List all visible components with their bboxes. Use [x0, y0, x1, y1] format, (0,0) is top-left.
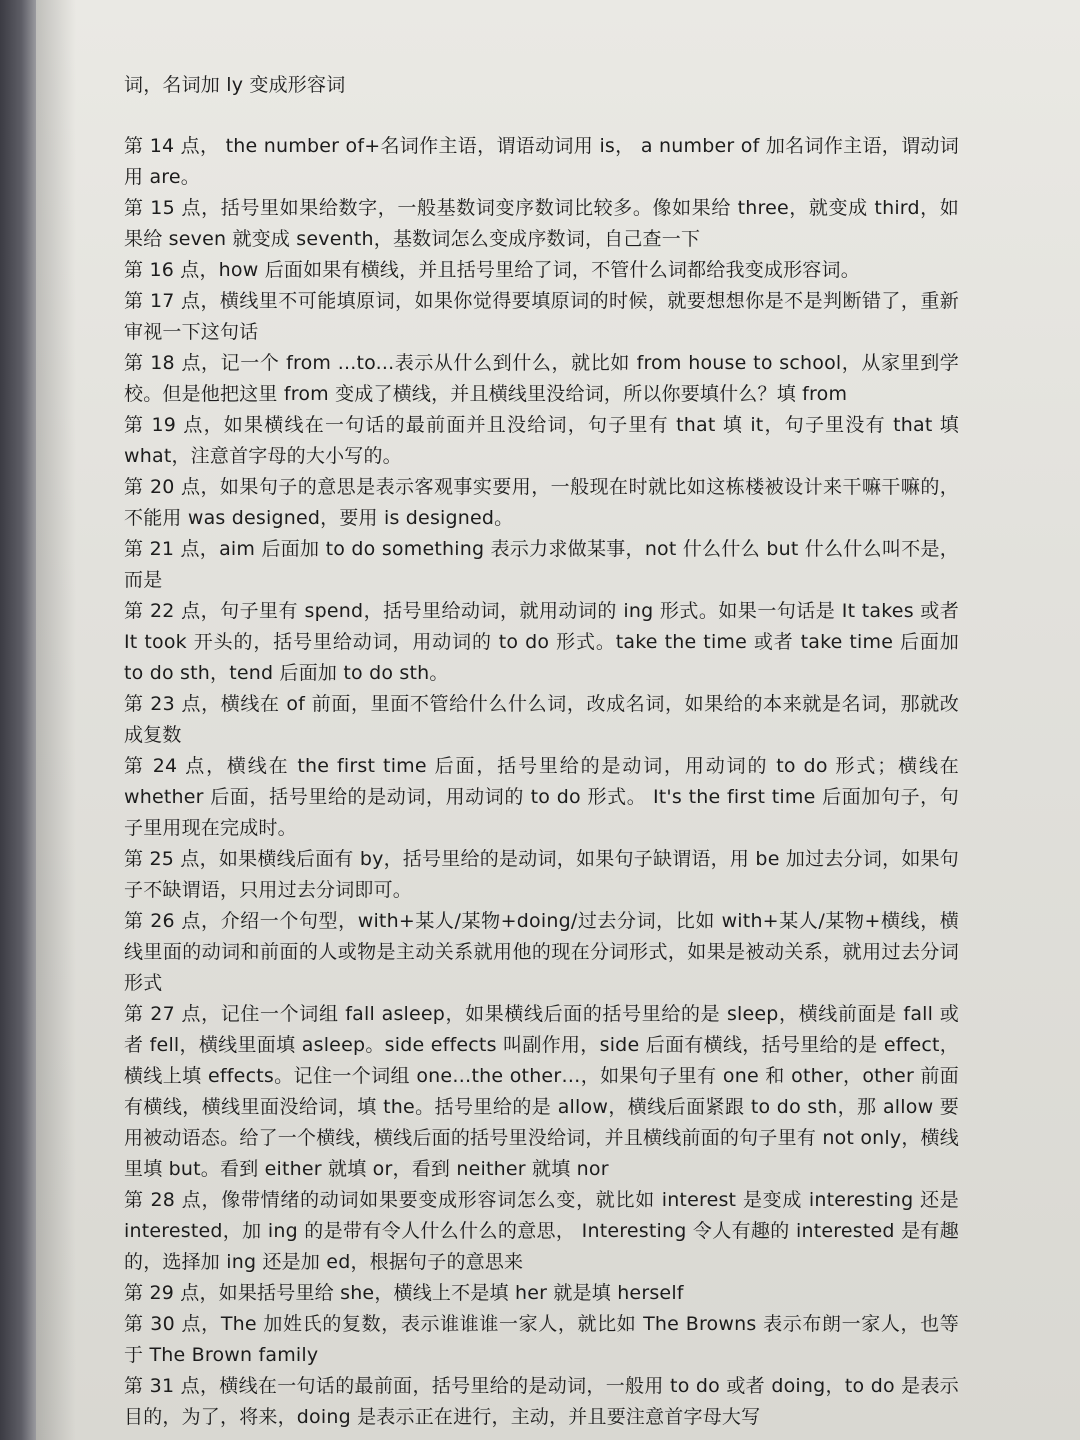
points-list	[124, 131, 959, 1433]
point-28: 第 28 点，像带情绪的动词如果要变成形容词怎么变，就比如 interest 是变成 interesting 还是 interested，加 ing 的是带有令人什么什么的意思， Interesting 令人有趣的 interested 是有趣的，选择加 ing 还是加 ed，根据句子的意思来	[124, 1189, 959, 1273]
point-14: 第 14 点， the number of+名词作主语，谓语动词用 is， a number of 加名词作主语，谓动词用 are。	[124, 135, 959, 188]
point-20: 第 20 点，如果句子的意思是表示客观事实要用，一般现在时就比如这栋楼被设计来干嘛干嘛的，不能用 was designed，要用 is designed。	[124, 476, 959, 529]
point-22: 第 22 点，句子里有 spend，括号里给动词，就用动词的 ing 形式。如果一句话是 It takes 或者 It took 开头的，括号里给动词，用动词的 to do 形式。take the time 或者 take time 后面加 to do sth，tend 后面加 to do sth。	[124, 600, 959, 684]
point-30: 第 30 点，The 加姓氏的复数，表示谁谁谁一家人，就比如 The Browns 表示布朗一家人，也等于 The Brown family	[124, 1313, 959, 1366]
point-18: 第 18 点，记一个 from ...to...表示从什么到什么，就比如 from house to school，从家里到学校。但是他把这里 from 变成了横线，并且横线里没给词，所以你要填什么？填 from	[124, 352, 959, 405]
point-16: 第 16 点，how 后面如果有横线，并且括号里给了词，不管什么词都给我变成形容词。	[124, 259, 860, 281]
page-text	[124, 70, 959, 1433]
point-31: 第 31 点，横线在一句话的最前面，括号里给的是动词，一般用 to do 或者 doing，to do 是表示目的，为了，将来，doing 是表示正在进行，主动，并且要注意首字母大写	[124, 1375, 959, 1428]
point-25: 第 25 点，如果横线后面有 by，括号里给的是动词，如果句子缺谓语，用 be 加过去分词，如果句子不缺谓语，只用过去分词即可。	[124, 848, 959, 901]
continued-line: 词，名词加 ly 变成形容词	[124, 74, 346, 96]
point-26: 第 26 点，介绍一个句型，with+某人/某物+doing/过去分词，比如 with+某人/某物+横线，横线里面的动词和前面的人或物是主动关系就用他的现在分词形式，如果是被动关系，就用过去分词形式	[124, 910, 959, 994]
book-spine-edge	[0, 0, 36, 1440]
page-gutter-shadow	[36, 0, 76, 1440]
point-19: 第 19 点，如果横线在一句话的最前面并且没给词，句子里有 that 填 it，句子里没有 that 填 what，注意首字母的大小写的。	[124, 414, 959, 467]
point-23: 第 23 点，横线在 of 前面，里面不管给什么什么词，改成名词，如果给的本来就是名词，那就改成复数	[124, 693, 959, 746]
point-29: 第 29 点，如果括号里给 she，横线上不是填 her 就是填 herself	[124, 1282, 684, 1304]
point-17: 第 17 点，横线里不可能填原词，如果你觉得要填原词的时候，就要想想你是不是判断错了，重新审视一下这句话	[124, 290, 959, 343]
point-27: 第 27 点，记住一个词组 fall asleep，如果横线后面的括号里给的是 sleep，横线前面是 fall 或者 fell，横线里面填 asleep。side effects 叫副作用，side 后面有横线，括号里给的是 effect，横线上填 effects。记住一个词组 one…the other…，如果句子里有 one 和 other，other 前面有横线，横线里面没给词，填 the。括号里给的是 allow，横线后面紧跟 to do sth，那 allow 要用被动语态。给了一个横线，横线后面的括号里没给词，并且横线前面的句子里有 not only，横线里填 but。看到 either 就填 or，看到 neither 就填 nor	[124, 1003, 959, 1180]
point-21: 第 21 点，aim 后面加 to do something 表示力求做某事，not 什么什么 but 什么什么叫不是，而是	[124, 538, 959, 591]
point-15: 第 15 点，括号里如果给数字，一般基数词变序数词比较多。像如果给 three，就变成 third，如果给 seven 就变成 seventh，基数词怎么变成序数词，自己查一下	[124, 197, 959, 250]
point-24: 第 24 点，横线在 the first time 后面，括号里给的是动词，用动词的 to do 形式；横线在 whether 后面，括号里给的是动词，用动词的 to do 形式。 It's the first time 后面加句子，句子里用现在完成时。	[124, 755, 959, 839]
